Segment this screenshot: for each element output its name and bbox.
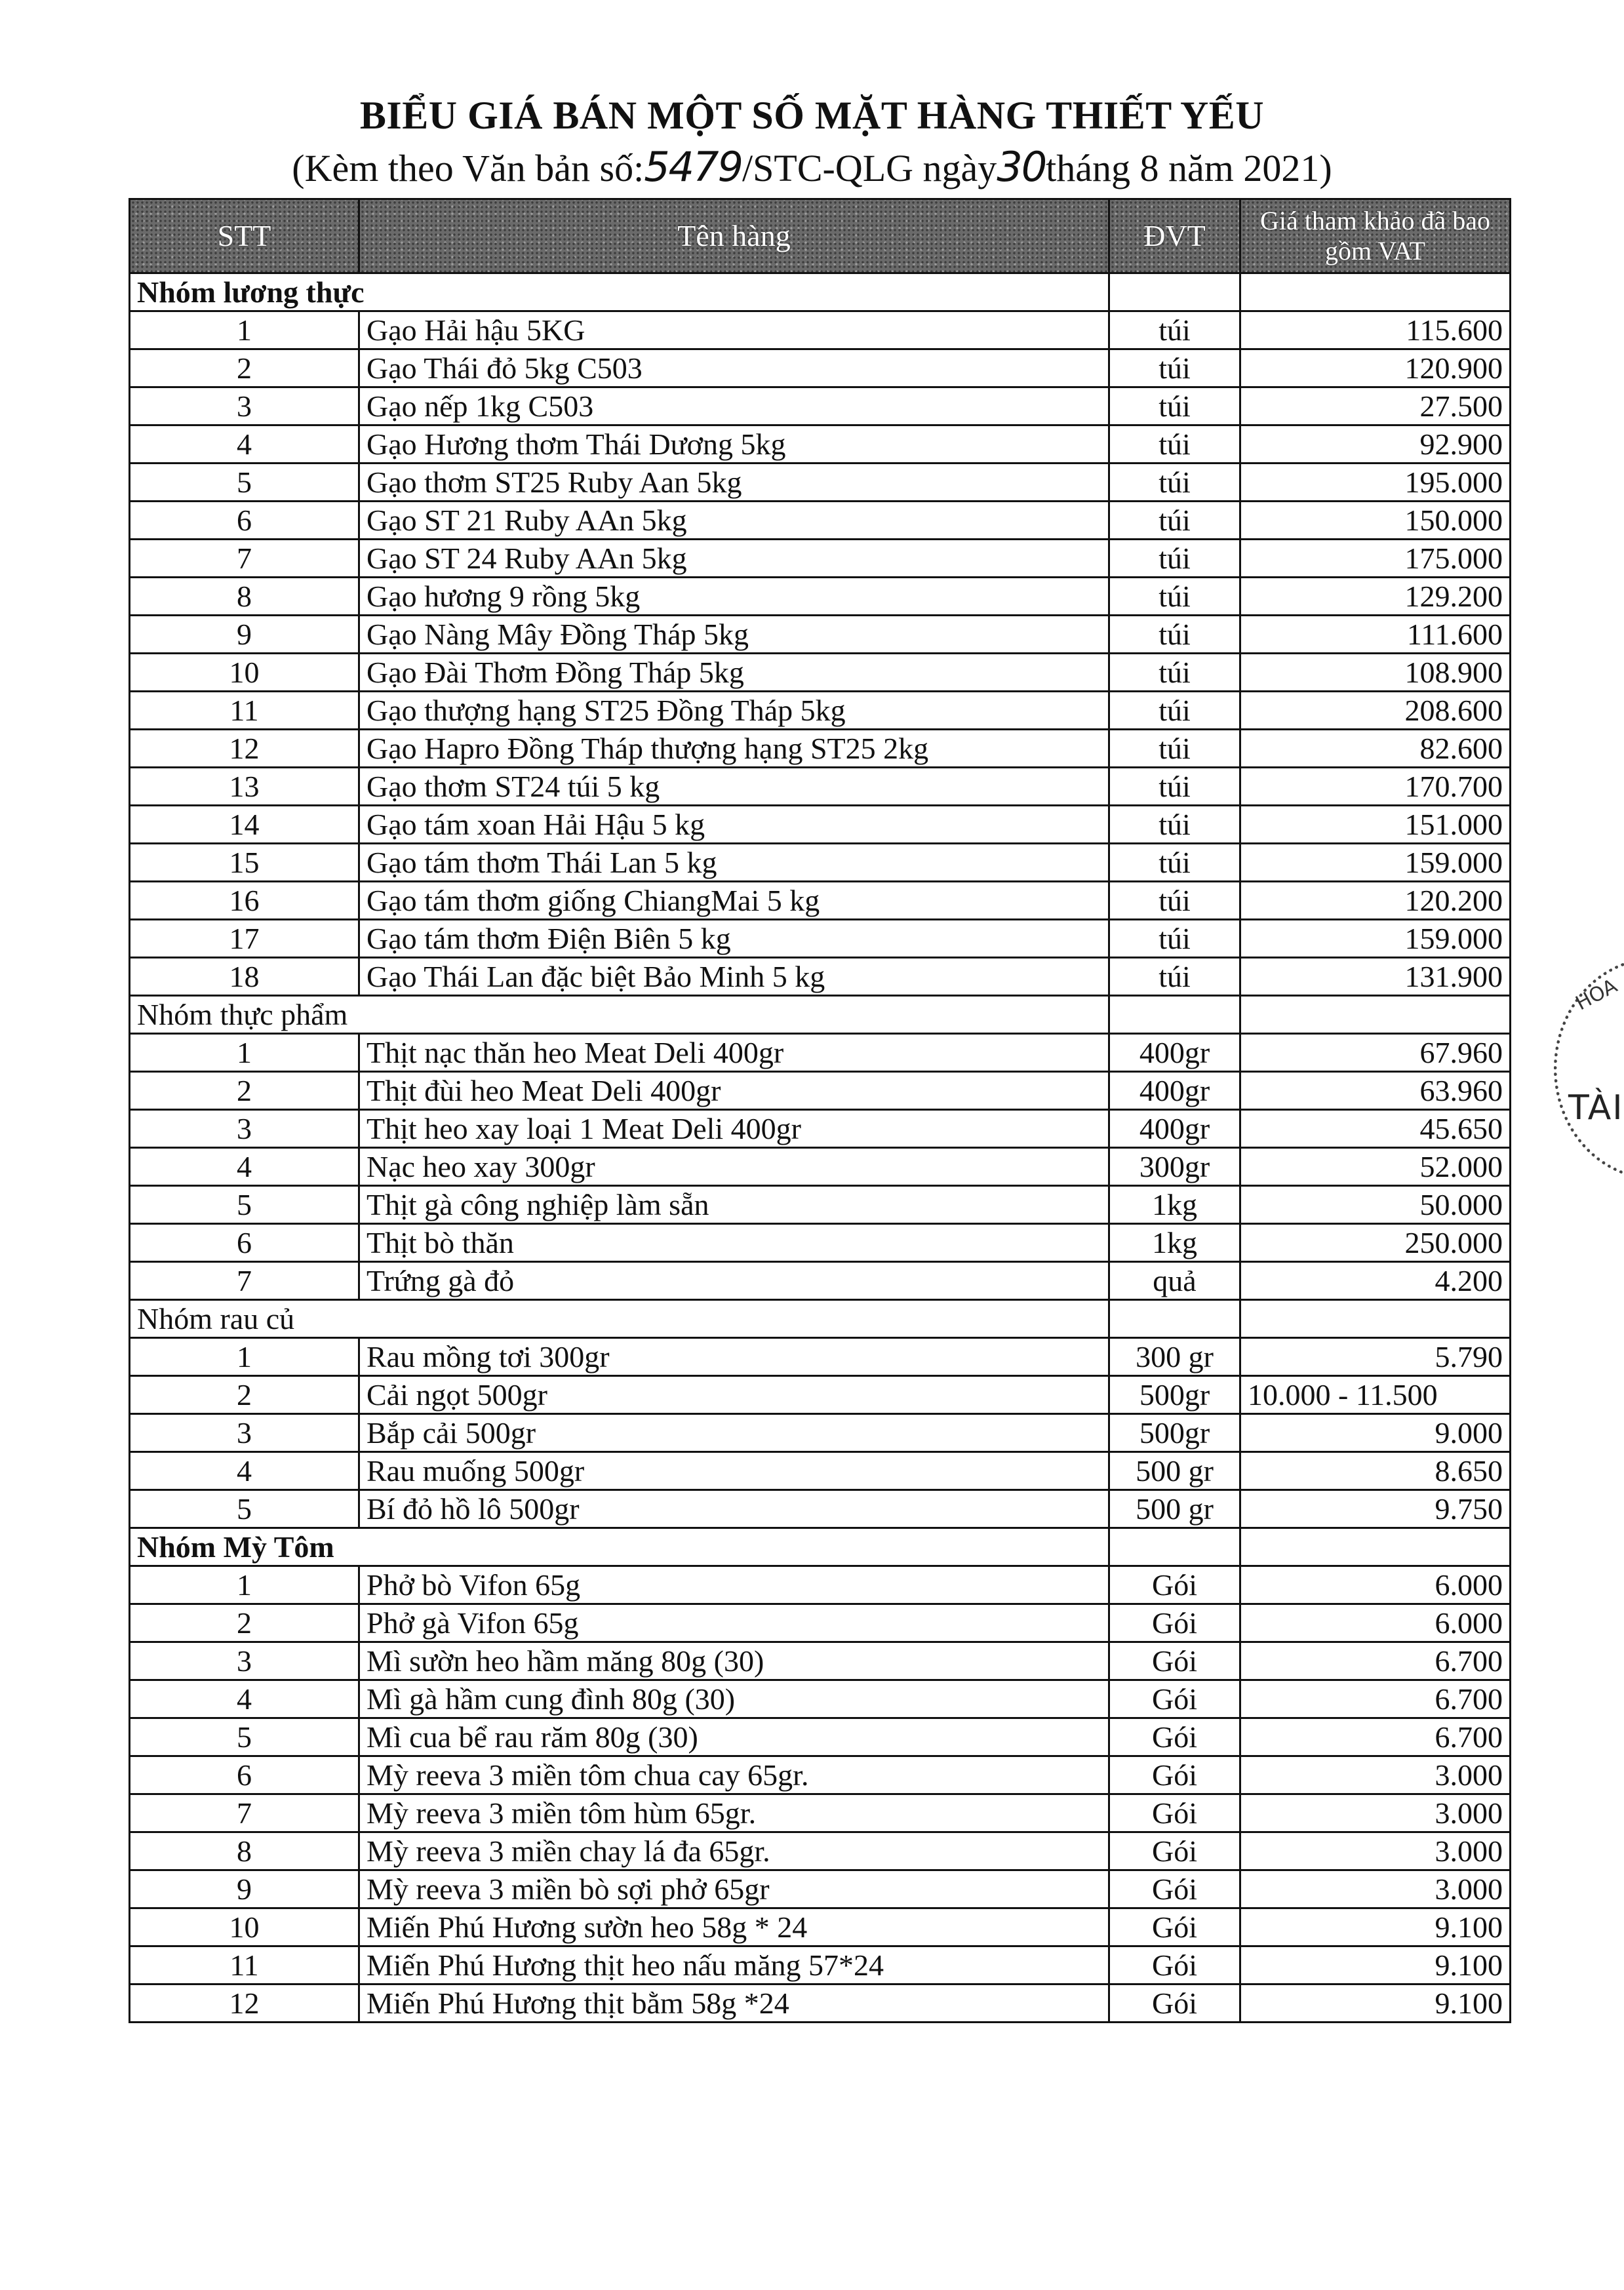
page-subtitle [0,143,1624,193]
handwritten-day: 30 [997,143,1046,191]
cell-name: Phở bò Vifon 65g [359,1566,1109,1604]
table-row [130,1718,1511,1756]
table-row [130,1224,1511,1262]
cell-name: Rau mồng tơi 300gr [359,1338,1109,1376]
cell-stt: 9 [130,616,359,654]
cell-price: 10.000 - 11.500 [1240,1376,1511,1414]
table-row [130,540,1511,578]
cell-unit: túi [1109,540,1240,578]
cell-unit: Gói [1109,1946,1240,1984]
cell-unit: Gói [1109,1566,1240,1604]
cell-stt: 11 [130,1946,359,1984]
cell-unit: túi [1109,730,1240,768]
cell-unit: túi [1109,311,1240,349]
table-row [130,806,1511,844]
cell-stt: 3 [130,1110,359,1148]
cell-stt: 10 [130,1908,359,1946]
cell-unit: túi [1109,387,1240,425]
cell-price: 131.900 [1240,958,1511,996]
cell-price: 3.000 [1240,1756,1511,1794]
cell-stt: 1 [130,1566,359,1604]
cell-name: Phở gà Vifon 65g [359,1604,1109,1642]
cell-name: Gạo tám xoan Hải Hậu 5 kg [359,806,1109,844]
handwritten-doc-number: 5479 [644,143,743,191]
cell-price: 175.000 [1240,540,1511,578]
group-row [130,1528,1511,1566]
cell-unit: Gói [1109,1870,1240,1908]
cell-price: 111.600 [1240,616,1511,654]
cell-price: 63.960 [1240,1072,1511,1110]
table-row [130,1262,1511,1300]
cell-price: 195.000 [1240,464,1511,502]
cell-unit: 300 gr [1109,1338,1240,1376]
cell-unit: túi [1109,882,1240,920]
cell-price: 208.600 [1240,692,1511,730]
cell-unit: túi [1109,616,1240,654]
empty-cell [1109,1300,1240,1338]
table-row [130,1110,1511,1148]
cell-price: 50.000 [1240,1186,1511,1224]
cell-price: 92.900 [1240,425,1511,464]
cell-unit: Gói [1109,1718,1240,1756]
cell-price: 3.000 [1240,1794,1511,1832]
cell-name: Nạc heo xay 300gr [359,1148,1109,1186]
cell-stt: 6 [130,1224,359,1262]
cell-price: 115.600 [1240,311,1511,349]
cell-price: 9.100 [1240,1908,1511,1946]
cell-name: Trứng gà đỏ [359,1262,1109,1300]
cell-stt: 10 [130,654,359,692]
cell-unit: Gói [1109,1832,1240,1870]
cell-unit: túi [1109,654,1240,692]
cell-unit: túi [1109,806,1240,844]
table-row [130,578,1511,616]
empty-cell [1240,1300,1511,1338]
cell-price: 150.000 [1240,502,1511,540]
cell-unit: 1kg [1109,1224,1240,1262]
table-row [130,654,1511,692]
cell-name: Cải ngọt 500gr [359,1376,1109,1414]
table-row [130,1414,1511,1452]
cell-name: Gạo Nàng Mây Đồng Tháp 5kg [359,616,1109,654]
cell-name: Gạo Đài Thơm Đồng Tháp 5kg [359,654,1109,692]
cell-name: Gạo Hapro Đồng Tháp thượng hạng ST25 2kg [359,730,1109,768]
group-row [130,1300,1511,1338]
cell-name: Thịt gà công nghiệp làm sẵn [359,1186,1109,1224]
table-row [130,464,1511,502]
cell-price: 108.900 [1240,654,1511,692]
cell-price: 82.600 [1240,730,1511,768]
cell-price: 9.750 [1240,1490,1511,1528]
cell-price: 6.700 [1240,1680,1511,1718]
header-name: Tên hàng [359,199,1109,273]
cell-price: 129.200 [1240,578,1511,616]
cell-unit: 500 gr [1109,1452,1240,1490]
cell-stt: 1 [130,1338,359,1376]
cell-name: Gạo thơm ST25 Ruby Aan 5kg [359,464,1109,502]
cell-stt: 13 [130,768,359,806]
cell-name: Mỳ reeva 3 miền bò sợi phở 65gr [359,1870,1109,1908]
empty-cell [1240,273,1511,311]
table-row [130,1984,1511,2023]
cell-unit: Gói [1109,1984,1240,2023]
cell-price: 170.700 [1240,768,1511,806]
table-row [130,1794,1511,1832]
table-row [130,1566,1511,1604]
cell-price: 45.650 [1240,1110,1511,1148]
cell-stt: 3 [130,387,359,425]
page-title: BIỂU GIÁ BÁN MỘT SỐ MẶT HÀNG THIẾT YẾU [359,94,1265,137]
cell-price: 159.000 [1240,920,1511,958]
cell-stt: 4 [130,1452,359,1490]
group-row [130,273,1511,311]
cell-stt: 1 [130,311,359,349]
cell-stt: 6 [130,502,359,540]
cell-name: Gạo Hương thơm Thái Dương 5kg [359,425,1109,464]
table-row [130,1604,1511,1642]
cell-name: Mỳ reeva 3 miền chay lá đa 65gr. [359,1832,1109,1870]
table-row [130,1338,1511,1376]
table-row [130,1186,1511,1224]
cell-stt: 2 [130,349,359,387]
group-name: Nhóm Mỳ Tôm [130,1528,1109,1566]
cell-unit: túi [1109,692,1240,730]
subtitle-suffix: tháng 8 năm 2021) [1046,147,1332,189]
cell-name: Gạo tám thơm giống ChiangMai 5 kg [359,882,1109,920]
table-row [130,616,1511,654]
cell-name: Gạo nếp 1kg C503 [359,387,1109,425]
table-row [130,1452,1511,1490]
cell-stt: 4 [130,1148,359,1186]
table-row [130,730,1511,768]
cell-price: 6.700 [1240,1718,1511,1756]
header-unit: ĐVT [1109,199,1240,273]
cell-name: Bí đỏ hồ lô 500gr [359,1490,1109,1528]
group-row [130,996,1511,1034]
table-row [130,920,1511,958]
subtitle-middle: /STC-QLG ngày [742,147,997,189]
cell-unit: 400gr [1109,1034,1240,1072]
empty-cell [1109,1528,1240,1566]
cell-unit: túi [1109,920,1240,958]
group-name: Nhóm rau củ [130,1300,1109,1338]
cell-price: 8.650 [1240,1452,1511,1490]
cell-unit: Gói [1109,1680,1240,1718]
table-header-row [130,199,1511,273]
cell-unit: 500 gr [1109,1490,1240,1528]
empty-cell [1109,273,1240,311]
cell-unit: túi [1109,958,1240,996]
table-row [130,387,1511,425]
cell-price: 5.790 [1240,1338,1511,1376]
cell-price: 3.000 [1240,1870,1511,1908]
table-row [130,1148,1511,1186]
price-table [129,198,1511,2023]
cell-price: 151.000 [1240,806,1511,844]
cell-stt: 7 [130,1794,359,1832]
cell-stt: 7 [130,540,359,578]
subtitle-prefix: (Kèm theo Văn bản số: [292,147,644,189]
cell-stt: 4 [130,425,359,464]
table-row [130,1680,1511,1718]
cell-stt: 7 [130,1262,359,1300]
cell-price: 3.000 [1240,1832,1511,1870]
table-row [130,1870,1511,1908]
cell-stt: 5 [130,1490,359,1528]
cell-unit: túi [1109,502,1240,540]
cell-name: Gạo thơm ST24 túi 5 kg [359,768,1109,806]
table-row [130,1832,1511,1870]
empty-cell [1240,1528,1511,1566]
cell-name: Gạo ST 21 Ruby AAn 5kg [359,502,1109,540]
cell-stt: 1 [130,1034,359,1072]
cell-stt: 4 [130,1680,359,1718]
empty-cell [1109,996,1240,1034]
cell-stt: 8 [130,578,359,616]
table-row [130,1376,1511,1414]
cell-name: Gạo tám thơm Điện Biên 5 kg [359,920,1109,958]
cell-name: Gạo thượng hạng ST25 Đồng Tháp 5kg [359,692,1109,730]
cell-unit: túi [1109,349,1240,387]
table-row [130,692,1511,730]
cell-unit: Gói [1109,1756,1240,1794]
cell-unit: 500gr [1109,1414,1240,1452]
group-name: Nhóm thực phẩm [130,996,1109,1034]
cell-unit: Gói [1109,1908,1240,1946]
cell-unit: túi [1109,425,1240,464]
table-row [130,882,1511,920]
table-row [130,502,1511,540]
cell-unit: Gói [1109,1604,1240,1642]
table-row [130,1490,1511,1528]
cell-name: Mì sườn heo hầm măng 80g (30) [359,1642,1109,1680]
cell-name: Thịt nạc thăn heo Meat Deli 400gr [359,1034,1109,1072]
cell-name: Mì gà hầm cung đình 80g (30) [359,1680,1109,1718]
cell-price: 4.200 [1240,1262,1511,1300]
cell-price: 120.200 [1240,882,1511,920]
cell-price: 159.000 [1240,844,1511,882]
stamp-arc-text: HOA [1572,974,1621,1016]
cell-name: Bắp cải 500gr [359,1414,1109,1452]
cell-price: 9.000 [1240,1414,1511,1452]
cell-name: Gạo Hải hậu 5KG [359,311,1109,349]
table-row [130,1072,1511,1110]
table-body [130,273,1511,2023]
cell-price: 67.960 [1240,1034,1511,1072]
cell-stt: 8 [130,1832,359,1870]
cell-unit: quả [1109,1262,1240,1300]
cell-name: Thịt heo xay loại 1 Meat Deli 400gr [359,1110,1109,1148]
cell-stt: 16 [130,882,359,920]
cell-unit: Gói [1109,1794,1240,1832]
table-row [130,1908,1511,1946]
cell-unit: 500gr [1109,1376,1240,1414]
cell-stt: 3 [130,1642,359,1680]
cell-stt: 11 [130,692,359,730]
table-row [130,425,1511,464]
cell-stt: 12 [130,730,359,768]
table-row [130,1642,1511,1680]
cell-stt: 2 [130,1376,359,1414]
cell-name: Mỳ reeva 3 miền tôm hùm 65gr. [359,1794,1109,1832]
table-row [130,1946,1511,1984]
cell-stt: 15 [130,844,359,882]
cell-name: Mỳ reeva 3 miền tôm chua cay 65gr. [359,1756,1109,1794]
cell-name: Gạo ST 24 Ruby AAn 5kg [359,540,1109,578]
cell-name: Rau muống 500gr [359,1452,1109,1490]
cell-stt: 3 [130,1414,359,1452]
cell-stt: 2 [130,1072,359,1110]
table-row [130,311,1511,349]
cell-name: Thịt bò thăn [359,1224,1109,1262]
table-row [130,349,1511,387]
cell-unit: túi [1109,844,1240,882]
cell-price: 9.100 [1240,1984,1511,2023]
cell-name: Miến Phú Hương thịt bằm 58g *24 [359,1984,1109,2023]
cell-name: Gạo Thái Lan đặc biệt Bảo Minh 5 kg [359,958,1109,996]
cell-stt: 12 [130,1984,359,2023]
cell-stt: 5 [130,464,359,502]
cell-name: Gạo hương 9 rồng 5kg [359,578,1109,616]
cell-price: 120.900 [1240,349,1511,387]
table-row [130,768,1511,806]
cell-name: Miến Phú Hương sườn heo 58g * 24 [359,1908,1109,1946]
cell-price: 6.000 [1240,1604,1511,1642]
stamp-center-text: TÀI [1568,1088,1624,1128]
cell-stt: 5 [130,1718,359,1756]
cell-unit: túi [1109,578,1240,616]
table-row [130,844,1511,882]
cell-stt: 6 [130,1756,359,1794]
cell-price: 250.000 [1240,1224,1511,1262]
cell-name: Mì cua bể rau răm 80g (30) [359,1718,1109,1756]
cell-price: 6.000 [1240,1566,1511,1604]
cell-price: 27.500 [1240,387,1511,425]
cell-unit: 400gr [1109,1110,1240,1148]
cell-stt: 9 [130,1870,359,1908]
cell-unit: 300gr [1109,1148,1240,1186]
cell-unit: 1kg [1109,1186,1240,1224]
cell-stt: 5 [130,1186,359,1224]
cell-stt: 17 [130,920,359,958]
cell-stt: 14 [130,806,359,844]
table-row [130,958,1511,996]
cell-price: 9.100 [1240,1946,1511,1984]
cell-stt: 2 [130,1604,359,1642]
cell-name: Miến Phú Hương thịt heo nấu măng 57*24 [359,1946,1109,1984]
cell-name: Gạo tám thơm Thái Lan 5 kg [359,844,1109,882]
cell-name: Gạo Thái đỏ 5kg C503 [359,349,1109,387]
header-price: Giá tham khảo đã bao gồm VAT [1240,199,1511,273]
cell-name: Thịt đùi heo Meat Deli 400gr [359,1072,1109,1110]
table-row [130,1034,1511,1072]
cell-unit: túi [1109,768,1240,806]
cell-price: 52.000 [1240,1148,1511,1186]
empty-cell [1240,996,1511,1034]
cell-unit: túi [1109,464,1240,502]
cell-unit: 400gr [1109,1072,1240,1110]
table-row [130,1756,1511,1794]
cell-stt: 18 [130,958,359,996]
header-stt: STT [130,199,359,273]
cell-unit: Gói [1109,1642,1240,1680]
cell-price: 6.700 [1240,1642,1511,1680]
group-name: Nhóm lương thực [130,273,1109,311]
